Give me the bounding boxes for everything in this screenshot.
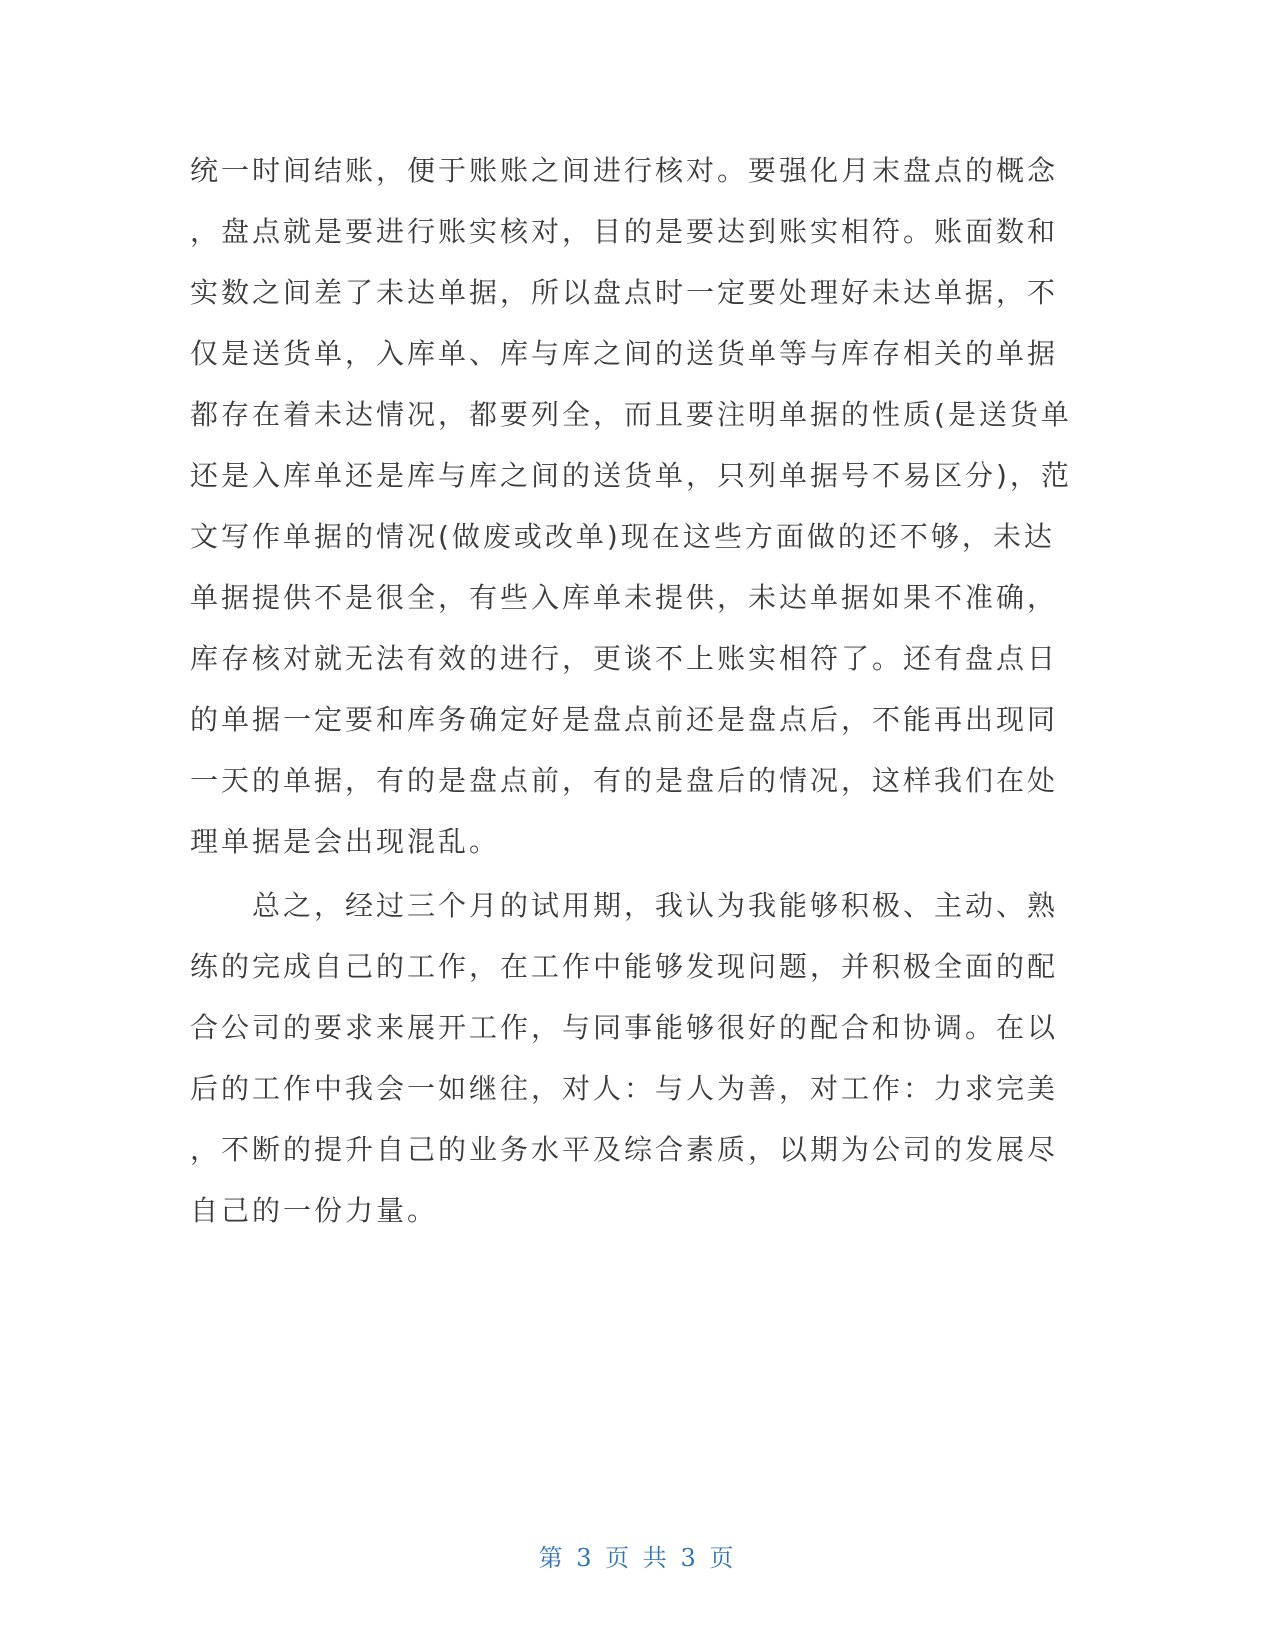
text-line: 后的工作中我会一如继往，对人：与人为善，对工作：力求完美 xyxy=(190,1072,1059,1105)
text-line: 文写作单据的情况(做废或改单)现在这些方面做的还不够，未达 xyxy=(190,520,1055,553)
text-line: 总之，经过三个月的试用期，我认为我能够积极、主动、熟 xyxy=(190,889,1059,922)
text-line: 合公司的要求来展开工作，与同事能够很好的配合和协调。在以 xyxy=(190,1011,1059,1044)
paragraph-1 xyxy=(190,140,1085,872)
text-line: 的单据一定要和库务确定好是盘点前还是盘点后，不能再出现同 xyxy=(190,703,1059,736)
text-line: 一天的单据，有的是盘点前，有的是盘后的情况，这样我们在处 xyxy=(190,764,1059,797)
text-line: 理单据是会出现混乱。 xyxy=(190,825,501,858)
text-line: 单据提供不是很全，有些入库单未提供，未达单据如果不准确， xyxy=(190,581,1059,614)
text-line: 实数之间差了未达单据，所以盘点时一定要处理好未达单据，不 xyxy=(190,276,1059,309)
page-footer xyxy=(0,1538,1275,1573)
text-line: 库存核对就无法有效的进行，更谈不上账实相符了。还有盘点日 xyxy=(190,642,1059,675)
page-number: 第 3 页 共 3 页 xyxy=(538,1544,737,1572)
text-line: 自己的一份力量。 xyxy=(190,1194,439,1227)
text-line: 练的完成自己的工作，在工作中能够发现问题，并积极全面的配 xyxy=(190,950,1059,983)
text-line: 统一时间结账，便于账账之间进行核对。要强化月末盘点的概念 xyxy=(190,154,1059,187)
text-line: 还是入库单还是库与库之间的送货单，只列单据号不易区分)，范 xyxy=(190,459,1072,492)
text-line: 仅是送货单，入库单、库与库之间的送货单等与库存相关的单据 xyxy=(190,337,1059,370)
text-line: 都存在着未达情况，都要列全，而且要注明单据的性质(是送货单 xyxy=(190,398,1072,431)
body-text xyxy=(190,140,1085,1241)
text-line: ，盘点就是要进行账实核对，目的是要达到账实相符。账面数和 xyxy=(190,215,1059,248)
paragraph-2 xyxy=(190,875,1085,1241)
text-line: ，不断的提升自己的业务水平及综合素质，以期为公司的发展尽 xyxy=(190,1133,1059,1166)
